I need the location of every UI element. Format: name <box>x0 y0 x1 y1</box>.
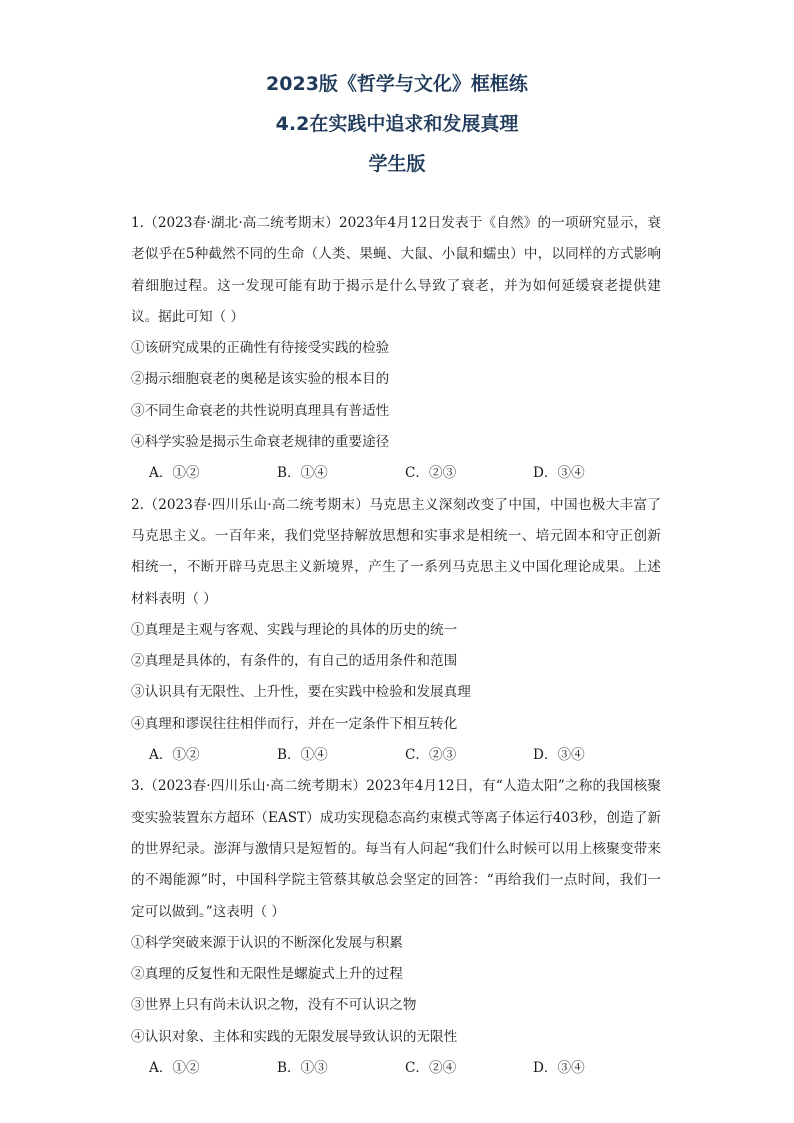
statement-4: ④科学实验是揭示生命衰老规律的重要途径 <box>131 434 390 451</box>
question-list <box>131 208 661 1084</box>
choice-d[interactable]: D．③④ <box>533 465 585 482</box>
title-block <box>0 64 794 184</box>
question-stem: 1.（2023春·湖北·高二统考期末）2023年4月12日发表于《自然》的一项研究显示，衰老似乎在5种截然不同的生命（人类、果蝇、大鼠、小鼠和蠕虫）中，以同样的方式影响着细胞过程。这一发现可能有助于揭示是什么导致了衰老，并为如何延缓衰老提供建议。据此可知（ ） <box>131 215 661 325</box>
question-2 <box>131 490 661 772</box>
section-title: 4.2在实践中追求和发展真理 <box>275 113 519 135</box>
statement-4: ④真理和谬误往往相伴而行，并在一定条件下相互转化 <box>131 715 458 732</box>
statement-1: ①科学突破来源于认识的不断深化发展与积累 <box>131 934 403 951</box>
choice-b[interactable]: B．①④ <box>277 747 328 764</box>
question-stem: 3.（2023春·四川乐山·高二统考期末）2023年4月12日，有“人造太阳”之称的我国核聚变实验装置东方超环（EAST）成功实现稳态高约束模式等离子体运行403秒，创造了新的世界纪录。澎湃与激情只是短暂的。每当有人问起“我们什么时候可以用上核聚变带来的不竭能源”时，中国科学院主管蔡其敏总会坚定的回答：“再给我们一点时间，我们一定可以做到。”这表明（ ） <box>131 778 661 920</box>
statement-3: ③不同生命衰老的共性说明真理具有普适性 <box>131 402 390 419</box>
choice-b[interactable]: B．①④ <box>277 465 328 482</box>
statement-2: ②真理是具体的，有条件的，有自己的适用条件和范围 <box>131 653 458 670</box>
choice-b[interactable]: B．①③ <box>277 1060 328 1077</box>
answer-choices <box>131 458 661 489</box>
statement-3: ③世界上只有尚未认识之物，没有不可认识之物 <box>131 997 417 1014</box>
document-title: 2023版《哲学与文化》框框练 <box>266 73 528 95</box>
edition-label: 学生版 <box>368 153 426 175</box>
answer-choices <box>131 1053 661 1084</box>
answer-choices <box>131 740 661 771</box>
question-stem: 2.（2023春·四川乐山·高二统考期末）马克思主义深刻改变了中国，中国也极大丰富了马克思主义。一百年来，我们党坚持解放思想和实事求是相统一、培元固本和守正创新相统一，不断开辟马克思主义新境界，产生了一系列马克思主义中国化理论成果。上述材料表明（ ） <box>131 496 661 607</box>
choice-d[interactable]: D．③④ <box>533 747 585 764</box>
statement-3: ③认识具有无限性、上升性，要在实践中检验和发展真理 <box>131 684 471 701</box>
choice-d[interactable]: D．③④ <box>533 1060 585 1077</box>
choice-a[interactable]: A．①② <box>149 1060 200 1077</box>
statement-2: ②真理的反复性和无限性是螺旋式上升的过程 <box>131 966 403 983</box>
question-3 <box>131 771 661 1084</box>
statement-4: ④认识对象、主体和实践的无限发展导致认识的无限性 <box>131 1028 458 1045</box>
choice-c[interactable]: C．②④ <box>405 1060 457 1077</box>
choice-a[interactable]: A．①② <box>149 747 200 764</box>
statement-1: ①真理是主观与客观、实践与理论的具体的历史的统一 <box>131 621 458 638</box>
statement-1: ①该研究成果的正确性有待接受实践的检验 <box>131 340 390 357</box>
question-1 <box>131 208 661 490</box>
choice-a[interactable]: A．①② <box>149 465 200 482</box>
choice-c[interactable]: C．②③ <box>405 747 457 764</box>
statement-2: ②揭示细胞衰老的奥秘是该实验的根本目的 <box>131 371 390 388</box>
choice-c[interactable]: C．②③ <box>405 465 457 482</box>
